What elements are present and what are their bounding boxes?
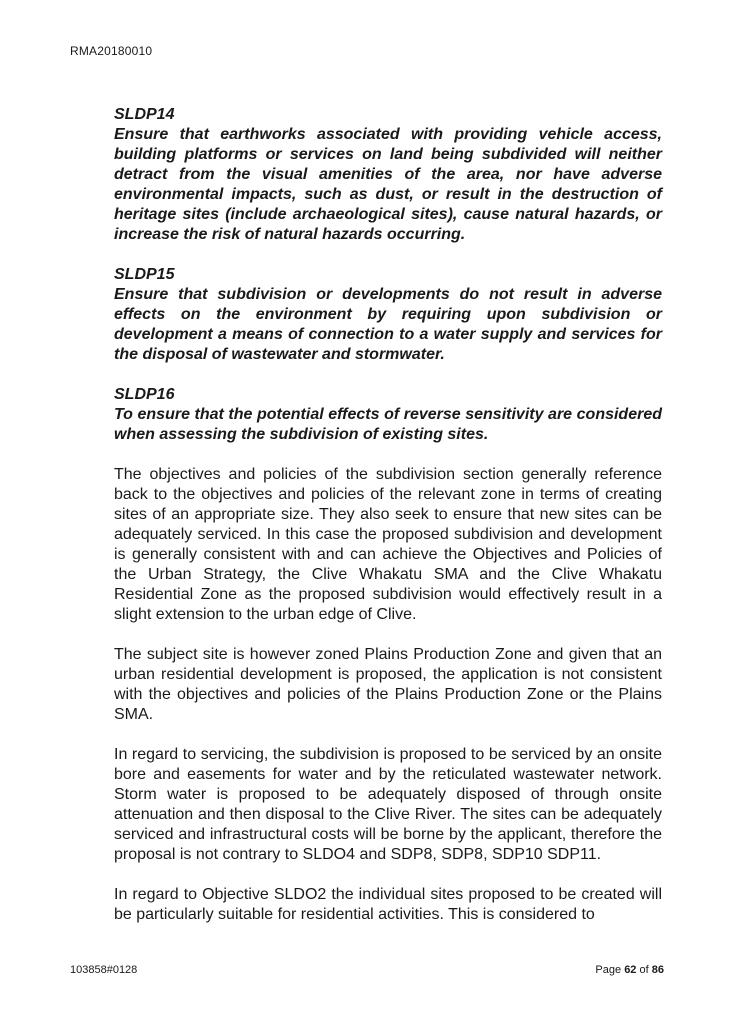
policy-text: To ensure that the potential effects of reverse sensitivity are considered when assessing the subdivision of existing sites.: [114, 406, 662, 443]
policy-code: SLDP15: [114, 266, 175, 283]
policy-block: [114, 265, 662, 365]
body-paragraph: The objectives and policies of the subdivision section generally reference back to the objectives and policies of the relevant zone in terms of creating sites of an appropriate size. They also seek to ensure that new sites can be adequately serviced. In this case the proposed subdivision and development is generally consistent with and can achieve the Objectives and Policies of the Urban Strategy, the Clive Whakatu SMA and the Clive Whakatu Residential Zone as the proposed subdivision would effectively result in a slight extension to the urban edge of Clive.: [114, 466, 662, 623]
policy-code: SLDP16: [114, 386, 175, 403]
policy-text: Ensure that subdivision or developments do not result in adverse effects on the environment by requiring upon subdivision or development a means of connection to a water supply and services for the disposal of wastewater and stormwater.: [114, 286, 662, 363]
page-current: 62: [624, 964, 637, 976]
policy-text: Ensure that earthworks associated with providing vehicle access, building platforms or services on land being subdivided will neither detract from the visual amenities of the area, nor have adverse environmental impacts, such as dust, or result in the destruction of heritage sites (include archaeological sites), cause natural hazards, or increase the risk of natural hazards occurring.: [114, 126, 662, 243]
page-body: [114, 105, 662, 945]
page-number: [595, 964, 664, 976]
document-reference: RMA20180010: [70, 44, 153, 58]
page-label: Page: [595, 964, 622, 976]
policy-code: SLDP14: [114, 106, 175, 123]
policy-block: [114, 385, 662, 445]
body-paragraph: In regard to Objective SLDO2 the individual sites proposed to be created will be particularly suitable for residential activities. This is considered to: [114, 886, 662, 923]
footer-document-id: 103858#0128: [70, 964, 138, 976]
body-paragraph: The subject site is however zoned Plains Production Zone and given that an urban residential development is proposed, the application is not consistent with the objectives and policies of the Plains Production Zone or the Plains SMA.: [114, 646, 662, 723]
page-of: of: [639, 964, 649, 976]
page-total: 86: [651, 964, 664, 976]
body-paragraph: In regard to servicing, the subdivision is proposed to be serviced by an onsite bore and easements for water and by the reticulated wastewater network. Storm water is proposed to be adequately disposed of through onsite attenuation and then disposal to the Clive River. The sites can be adequately serviced and infrastructural costs will be borne by the applicant, therefore the proposal is not contrary to SLDO4 and SDP8, SDP8, SDP10 SDP11.: [114, 746, 662, 863]
policy-block: [114, 105, 662, 245]
